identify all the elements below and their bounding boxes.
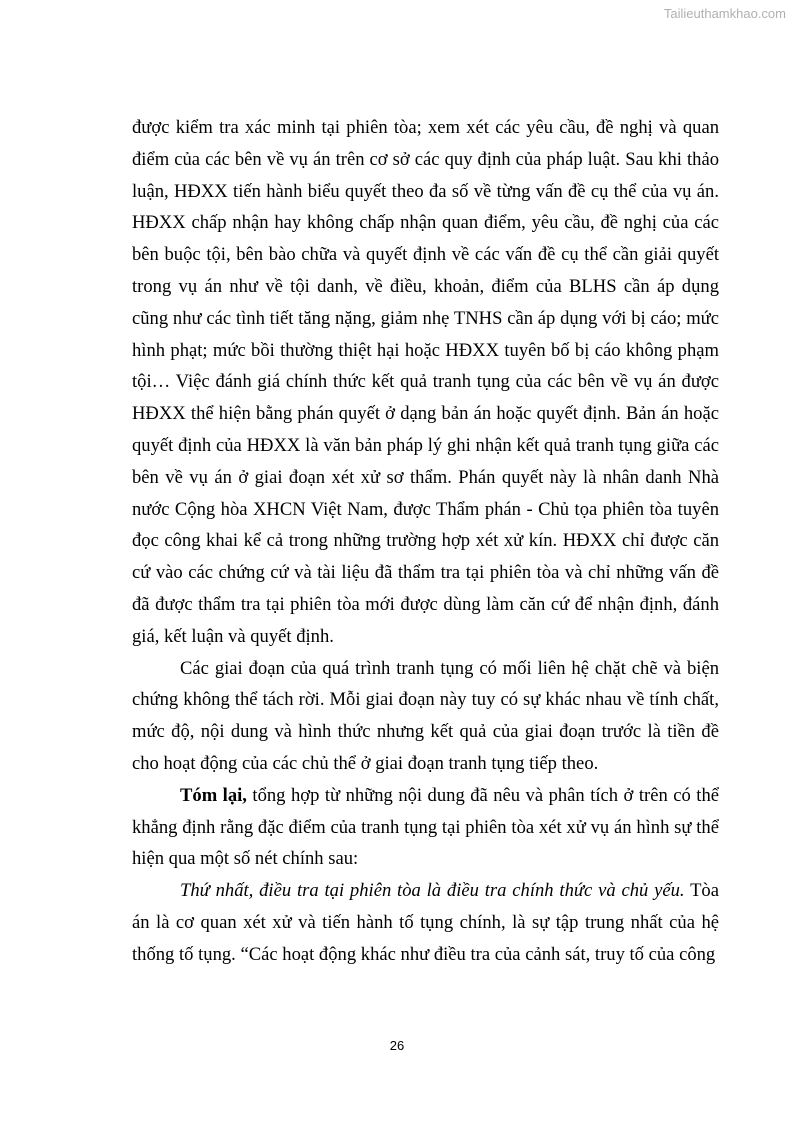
paragraph-continuation: được kiểm tra xác minh tại phiên tòa; xem xét các yêu cầu, đề nghị và quan điểm của các bên về vụ án trên cơ sở các quy định của pháp luật. Sau khi thảo luận, HĐXX tiến hành biểu quyết theo đa số về từng vấn đề cụ thể của vụ án. HĐXX chấp nhận hay không chấp nhận quan điểm, yêu cầu, đề nghị của các bên buộc tội, bên bào chữa và quyết định về các vấn đề cụ thể cần giải quyết trong vụ án như về tội danh, về điều, khoản, điểm của BLHS cần áp dụng cũng như các tình tiết tăng nặng, giảm nhẹ TNHS cần áp dụng với bị cáo; mức hình phạt; mức bồi thường thiệt hại hoặc HĐXX tuyên bố bị cáo không phạm tội… Việc đánh giá chính thức kết quả tranh tụng của các bên về vụ án được HĐXX thể hiện bằng phán quyết ở dạng bản án hoặc quyết định. Bản án hoặc quyết định của HĐXX là văn bản pháp lý ghi nhận kết quả tranh tụng giữa các bên về vụ án ở giai đoạn xét xử sơ thẩm. Phán quyết này là nhân danh Nhà nước Cộng hòa XHCN Việt Nam, được Thẩm phán - Chủ tọa phiên tòa tuyên đọc công khai kể cả trong những trường hợp xét xử kín. HĐXX chỉ được căn cứ vào các chứng cứ và tài liệu đã thẩm tra tại phiên tòa và chỉ những vấn đề đã được thẩm tra tại phiên tòa mới được dùng làm căn cứ để nhận định, đánh giá, kết luận và quyết định. [132, 117, 719, 647]
paragraph-first-point [132, 875, 719, 970]
paragraph-stages: Các giai đoạn của quá trình tranh tụng có mối liên hệ chặt chẽ và biện chứng không thể tách rời. Mỗi giai đoạn này tuy có sự khác nhau về tính chất, mức độ, nội dung và hình thức nhưng kết quả của giai đoạn trước là tiền đề cho hoạt động của các chủ thể ở giai đoạn tranh tụng tiếp theo. [132, 657, 719, 774]
first-point-text: Tòa án là cơ quan xét xử và tiến hành tố tụng chính, là sự tập trung nhất của hệ thống tố tụng. “Các hoạt động khác như điều tra của cảnh sát, truy tố của công [132, 880, 719, 965]
summary-lead: Tóm lại, [180, 784, 247, 806]
page-number: 26 [389, 1038, 405, 1053]
paragraph-summary [132, 780, 719, 875]
watermark: Tailieuthamkhao.com [663, 6, 786, 21]
document-body [132, 112, 719, 971]
first-point-lead: Thứ nhất, điều tra tại phiên tòa là điều tra chính thức và chủ yếu. [180, 880, 685, 902]
summary-text: tổng hợp từ những nội dung đã nêu và phân tích ở trên có thể khẳng định rằng đặc điểm của tranh tụng tại phiên tòa xét xử vụ án hình sự thể hiện qua một số nét chính sau: [132, 784, 719, 870]
